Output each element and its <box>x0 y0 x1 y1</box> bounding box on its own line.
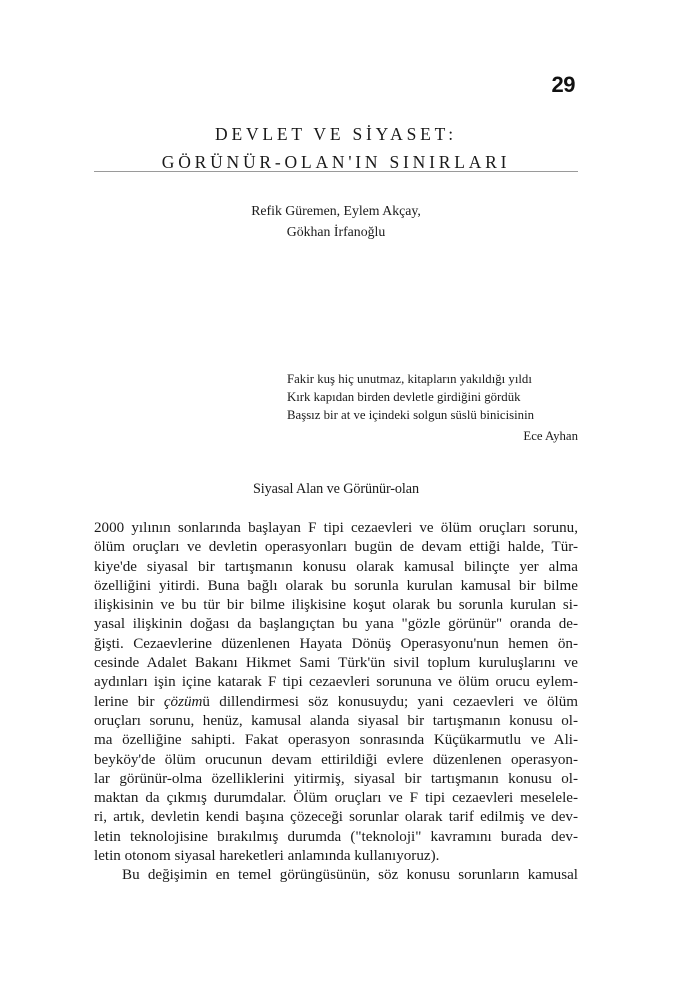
text-line: letin teknolojisine bırakılmış durumda ("teknoloji" kavramını burada dev- <box>94 828 578 845</box>
text-line: Bu değişimin en temel görüngüsünün, söz konusu sorunların kamusal <box>122 867 578 884</box>
text-line: ölüm oruçları ve devletin operasyonları bugün de devam ettiği halde, Tür- <box>94 539 578 556</box>
chapter-title <box>94 120 578 176</box>
text-line-with-italic <box>94 693 578 712</box>
text-line: özelliğini yitirdi. Buna bağlı olarak bu sorunla kurulan kamusal bir bilme <box>94 577 578 594</box>
section-heading: Siyasal Alan ve Görünür-olan <box>253 481 419 497</box>
text-line: ğişti. Cezaevlerine düzenlenen Hayata Dönüş Operasyonu'nun hemen ön- <box>94 635 578 652</box>
epigraph-line: Kırk kapıdan birden devletle girdiğini gördük <box>287 390 521 404</box>
page-number: 29 <box>551 72 575 97</box>
italic-word: çözüm <box>163 693 203 710</box>
text-line: ri, artık, devletin kendi başına çözeceği sorunlar olarak tarif edilmiş ve dev- <box>94 809 578 826</box>
text-line: aydınları işin içine katarak F tipi cezaevleri sorununa ve ölüm orucu eylem- <box>94 674 578 691</box>
text-line: 2000 yılının sonlarında başlayan F tipi cezaevleri ve ölüm oruçları sorunu, <box>94 520 578 536</box>
text-line: letin otonom siyasal hareketleri anlamında kullanıyoruz). <box>94 848 440 865</box>
epigraph <box>287 370 578 445</box>
text-line: oruçları sorunu, henüz, kamusal alanda siyasal bir tartışmanın konusu ol- <box>94 712 578 729</box>
text-fragment: lerine bir <box>94 693 164 710</box>
epigraph-line: Başsız bir at ve içindeki solgun süslü binicisinin <box>287 408 535 422</box>
epigraph-line: Fakir kuş hiç unutmaz, kitapların yakıldığı yıldı <box>287 372 532 386</box>
chapter-title-line-2: GÖRÜNÜR-OLAN'IN SINIRLARI <box>161 152 511 172</box>
authors <box>94 200 578 242</box>
text-fragment: ü dillendirmesi söz konusuydu; yani cezaevleri ve ölüm <box>202 693 578 710</box>
text-line: lar görünür-olma özelliklerini yitirmiş, siyasal bir tartışmanın konusu ol- <box>94 770 578 787</box>
text-line: beyköy'de ölüm orucunun devam ettirildiği evlere düzenlenen operasyon- <box>94 751 578 768</box>
text-line: ma özelliğine sahipti. Fakat operasyon sonrasında Küçükarmutlu ve Ali- <box>94 732 578 749</box>
text-line: kiye'de siyasal bir tartışmanın konusu olarak kamusal bilinçte yer alma <box>94 558 578 575</box>
text-line: ilişkisinin ve bu tür bir bilme ilişkisine koşut olarak bu sorunla kurulan si- <box>94 597 578 614</box>
epigraph-attribution: Ece Ayhan <box>523 429 578 443</box>
text-line: maktan da çıkmış durumdalar. Ölüm oruçları ve F tipi cezaevleri meselele- <box>94 790 578 807</box>
title-divider <box>94 171 578 172</box>
body-text <box>94 519 578 886</box>
text-line: cesinde Adalet Bakanı Hikmet Sami Türk'ün sivil toplum kuruluşlarını ve <box>94 655 578 672</box>
authors-line-1: Refik Güremen, Eylem Akçay, <box>251 203 421 218</box>
text-line: yasal ilişkinin doğası da başlangıçtan bu yana "gözle görünür" oranda de- <box>94 616 578 633</box>
chapter-title-line-1: DEVLET VE SİYASET: <box>215 124 457 144</box>
authors-line-2: Gökhan İrfanoğlu <box>286 224 386 239</box>
